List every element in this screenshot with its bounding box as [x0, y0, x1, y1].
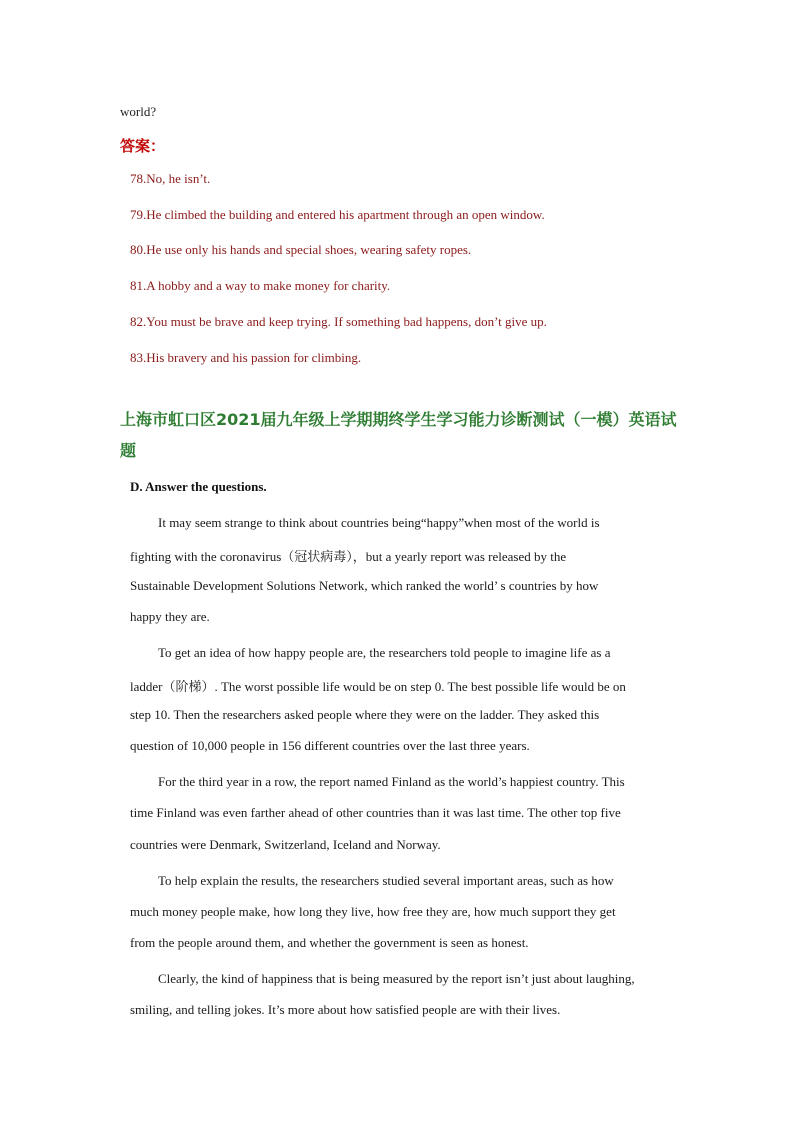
answer-80: 80.He use only his hands and special shoes, wearing safety ropes. [130, 242, 472, 257]
previous-question-tail: world? [120, 104, 157, 119]
passage-line: For the third year in a row, the report named Finland as the world’s happiest country. This [158, 774, 625, 789]
passage-line: To help explain the results, the researchers studied several important areas, such as how [158, 873, 614, 888]
passage-line: Sustainable Development Solutions Network, which ranked the world’ s countries by how [130, 578, 599, 593]
passage-line: from the people around them, and whether the government is seen as honest. [130, 935, 529, 950]
answer-82: 82.You must be brave and keep trying. If something bad happens, don’t give up. [130, 314, 547, 329]
passage-line: Clearly, the kind of happiness that is being measured by the report isn’t just about laughing, [158, 971, 635, 986]
passage-line: happy they are. [130, 609, 210, 624]
passage-line: smiling, and telling jokes. It’s more about how satisfied people are with their lives. [130, 1002, 561, 1017]
section-title-line-1: 上海市虹口区2021届九年级上学期期终学生学习能力诊断测试（一模）英语试 [120, 410, 677, 429]
passage-line: fighting with the coronavirus（冠状病毒），but a yearly report was released by the [130, 549, 567, 564]
answer-label: 答案： [120, 137, 166, 155]
passage-line: step 10. Then the researchers asked people where they were on the ladder. They asked this [130, 707, 600, 722]
answer-79: 79.He climbed the building and entered his apartment through an open window. [130, 207, 545, 222]
answer-78: 78.No, he isn’t. [130, 171, 211, 186]
passage-line: time Finland was even farther ahead of other countries than it was last time. The other top five [130, 805, 621, 820]
section-title-line-2: 题 [120, 441, 137, 460]
passage-line: ladder（阶梯）. The worst possible life would be on step 0. The best possible life would be on [130, 679, 626, 694]
passage-line: It may seem strange to think about countries being“happy”when most of the world is [158, 515, 600, 530]
passage-line: countries were Denmark, Switzerland, Iceland and Norway. [130, 837, 441, 852]
passage-line: To get an idea of how happy people are, the researchers told people to imagine life as a [158, 645, 611, 660]
subheading: D. Answer the questions. [130, 479, 267, 494]
passage-line: question of 10,000 people in 156 different countries over the last three years. [130, 738, 530, 753]
answer-83: 83.His bravery and his passion for climbing. [130, 350, 362, 365]
answer-81: 81.A hobby and a way to make money for charity. [130, 278, 391, 293]
passage-line: much money people make, how long they live, how free they are, how much support they get [130, 904, 616, 919]
